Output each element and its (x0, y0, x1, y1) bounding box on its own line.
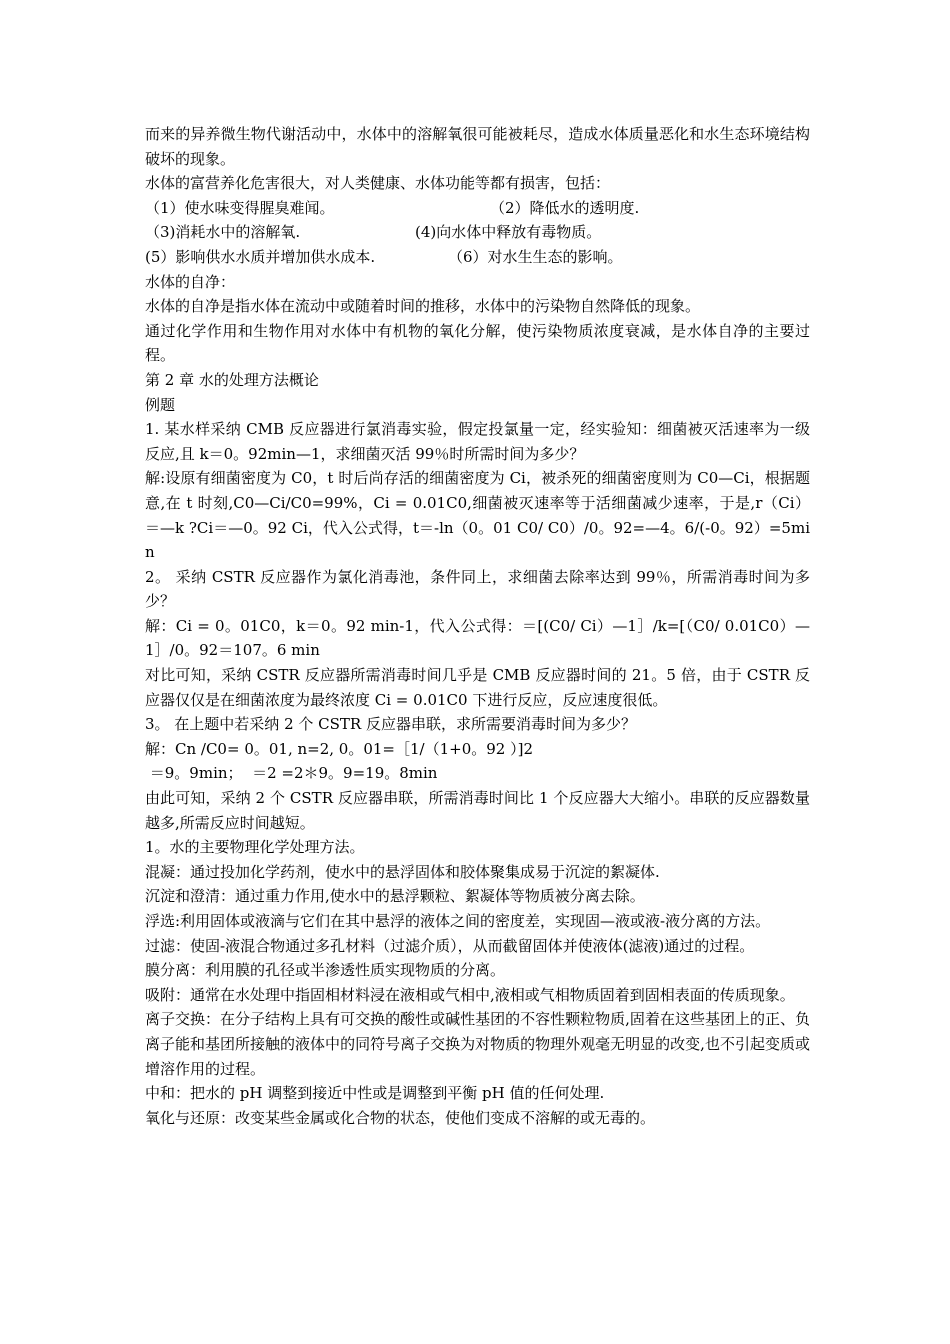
self-purification-title: 水体的自净： (145, 272, 236, 291)
method-flotation: 浮选:利用固体或液滴与它们在其中悬浮的液体之间的密度差，实现固—液或液-液分离的方法。 (145, 912, 771, 930)
harm-item-5: (5）影响供水水质并增加供水成本. (145, 247, 376, 266)
self-purification-definition: 水体的自净是指水体在流动中或随着时间的推移，水体中的污染物自然降低的现象。 (145, 297, 701, 316)
document-body (145, 122, 810, 1130)
method-redox: 氧化与还原：改变某些金属或化合物的状态，使他们变成不溶解的或无毒的。 (145, 1108, 656, 1127)
harm-item-4: (4)向水体中释放有毒物质。 (415, 223, 602, 242)
paragraph-eutrophication-harm-intro: 水体的富营养化危害很大，对人类健康、水体功能等都有损害，包括： (145, 174, 611, 193)
method-neutralization: 中和：把水的 pH 调整到接近中性或是调整到平衡 pH 值的任何处理. (145, 1084, 605, 1103)
example-1-question: 1. 某水样采纳 CMB 反应器进行氯消毒实验，假定投氯量一定，经实验知：细菌被灭活速率为一级反应,且 k＝0。92min—1，求细菌灭活 99％时所需时间为多少？ (145, 420, 810, 463)
method-adsorption: 吸附：通常在水处理中指固相材料浸在液相或气相中,液相或气相物质固着到固相表面的传质现象。 (145, 985, 795, 1004)
example-2-solution: 解：Ci = 0。01C0，k＝0。92 min-1，代入公式得：＝[(C0/ Ci）—1］/k=[（C0/ 0.01C0）—1］/0。92＝107。6 min (145, 616, 810, 660)
method-membrane-separation: 膜分离：利用膜的孔径或半渗透性质实现物质的分离。 (145, 961, 506, 980)
method-filtration: 过滤：使固-液混合物通过多孔材料（过滤介质），从而截留固体并使液体(滤液)通过的过程。 (145, 936, 755, 955)
method-ion-exchange: 离子交换：在分子结构上具有可交换的酸性或碱性基团的不容性颗粒物质,固着在这些基团上的正、负离子能和基团所接触的液体中的同符号离子交换为对物质的物理外观毫无明显的改变,也不引起变质或增溶作用的过程。 (145, 1010, 810, 1078)
example-3-solution-result: ＝9。9min； ＝2 =2＊9。9=19。8min (145, 764, 438, 783)
example-1-solution: 解:设原有细菌密度为 C0，t 时后尚存活的细菌密度为 Ci，被杀死的细菌密度则为 C0—Ci，根据题意,在 t 时刻,C0—Ci/C0=99%，Ci = 0.01C0,细菌被灭速率等于活细菌减少速率，于是,r（Ci）＝—k ?Ci＝—0。92 Ci，代入公式得，t＝-ln（0。01 C0/ C0）/0。92=—4。6/(-0。92）=5min (145, 469, 810, 562)
harm-item-3: （3)消耗水中的溶解氧. (145, 223, 301, 242)
harm-row-3 (145, 245, 810, 270)
chapter-title: 第 2 章 水的处理方法概论 (145, 370, 319, 389)
method-sedimentation: 沉淀和澄清：通过重力作用,使水中的悬浮颗粒、絮凝体等物质被分离去除。 (145, 887, 645, 906)
paragraph-eutrophication-end: 而来的异养微生物代谢活动中，水体中的溶解氧很可能被耗尽，造成水体质量恶化和水生态环境结构破坏的现象。 (145, 125, 810, 168)
example-3-conclusion: 由此可知，采纳 2 个 CSTR 反应器串联，所需消毒时间比 1 个反应器大大缩小。串联的反应器数量越多,所需反应时间越短。 (145, 789, 810, 832)
examples-label: 例题 (145, 395, 176, 414)
harm-row-2 (145, 220, 810, 245)
example-2-comparison: 对比可知，采纳 CSTR 反应器所需消毒时间几乎是 CMB 反应器时间的 21。5 倍，由于 CSTR 反应器仅仅是在细菌浓度为最终浓度 Ci = 0.01C0 下进行反应，反应速度很低。 (145, 666, 810, 709)
methods-heading: 1。水的主要物理化学处理方法。 (145, 838, 365, 857)
method-coagulation: 混凝：通过投加化学药剂，使水中的悬浮固体和胶体聚集成易于沉淀的絮凝体. (145, 862, 660, 881)
harm-item-2: （2）降低水的透明度. (490, 198, 640, 217)
example-2-question: 2。 采纳 CSTR 反应器作为氯化消毒池，条件同上，求细菌去除率达到 99％，所需消毒时间为多少？ (145, 567, 810, 611)
example-3-solution: 解：Cn /C0= 0。01, n=2, 0。01=［1/（1+0。92 ）]2 (145, 739, 533, 758)
harm-item-1: （1）使水味变得腥臭难闻。 (145, 198, 335, 217)
example-3-question: 3。 在上题中若采纳 2 个 CSTR 反应器串联，求所需要消毒时间为多少？ (145, 715, 636, 734)
self-purification-process: 通过化学作用和生物作用对水体中有机物的氧化分解，使污染物质浓度衰减，是水体自净的主要过程。 (145, 321, 810, 365)
harm-item-6: （6）对水生生态的影响。 (448, 247, 623, 266)
harm-row-1 (145, 196, 810, 221)
